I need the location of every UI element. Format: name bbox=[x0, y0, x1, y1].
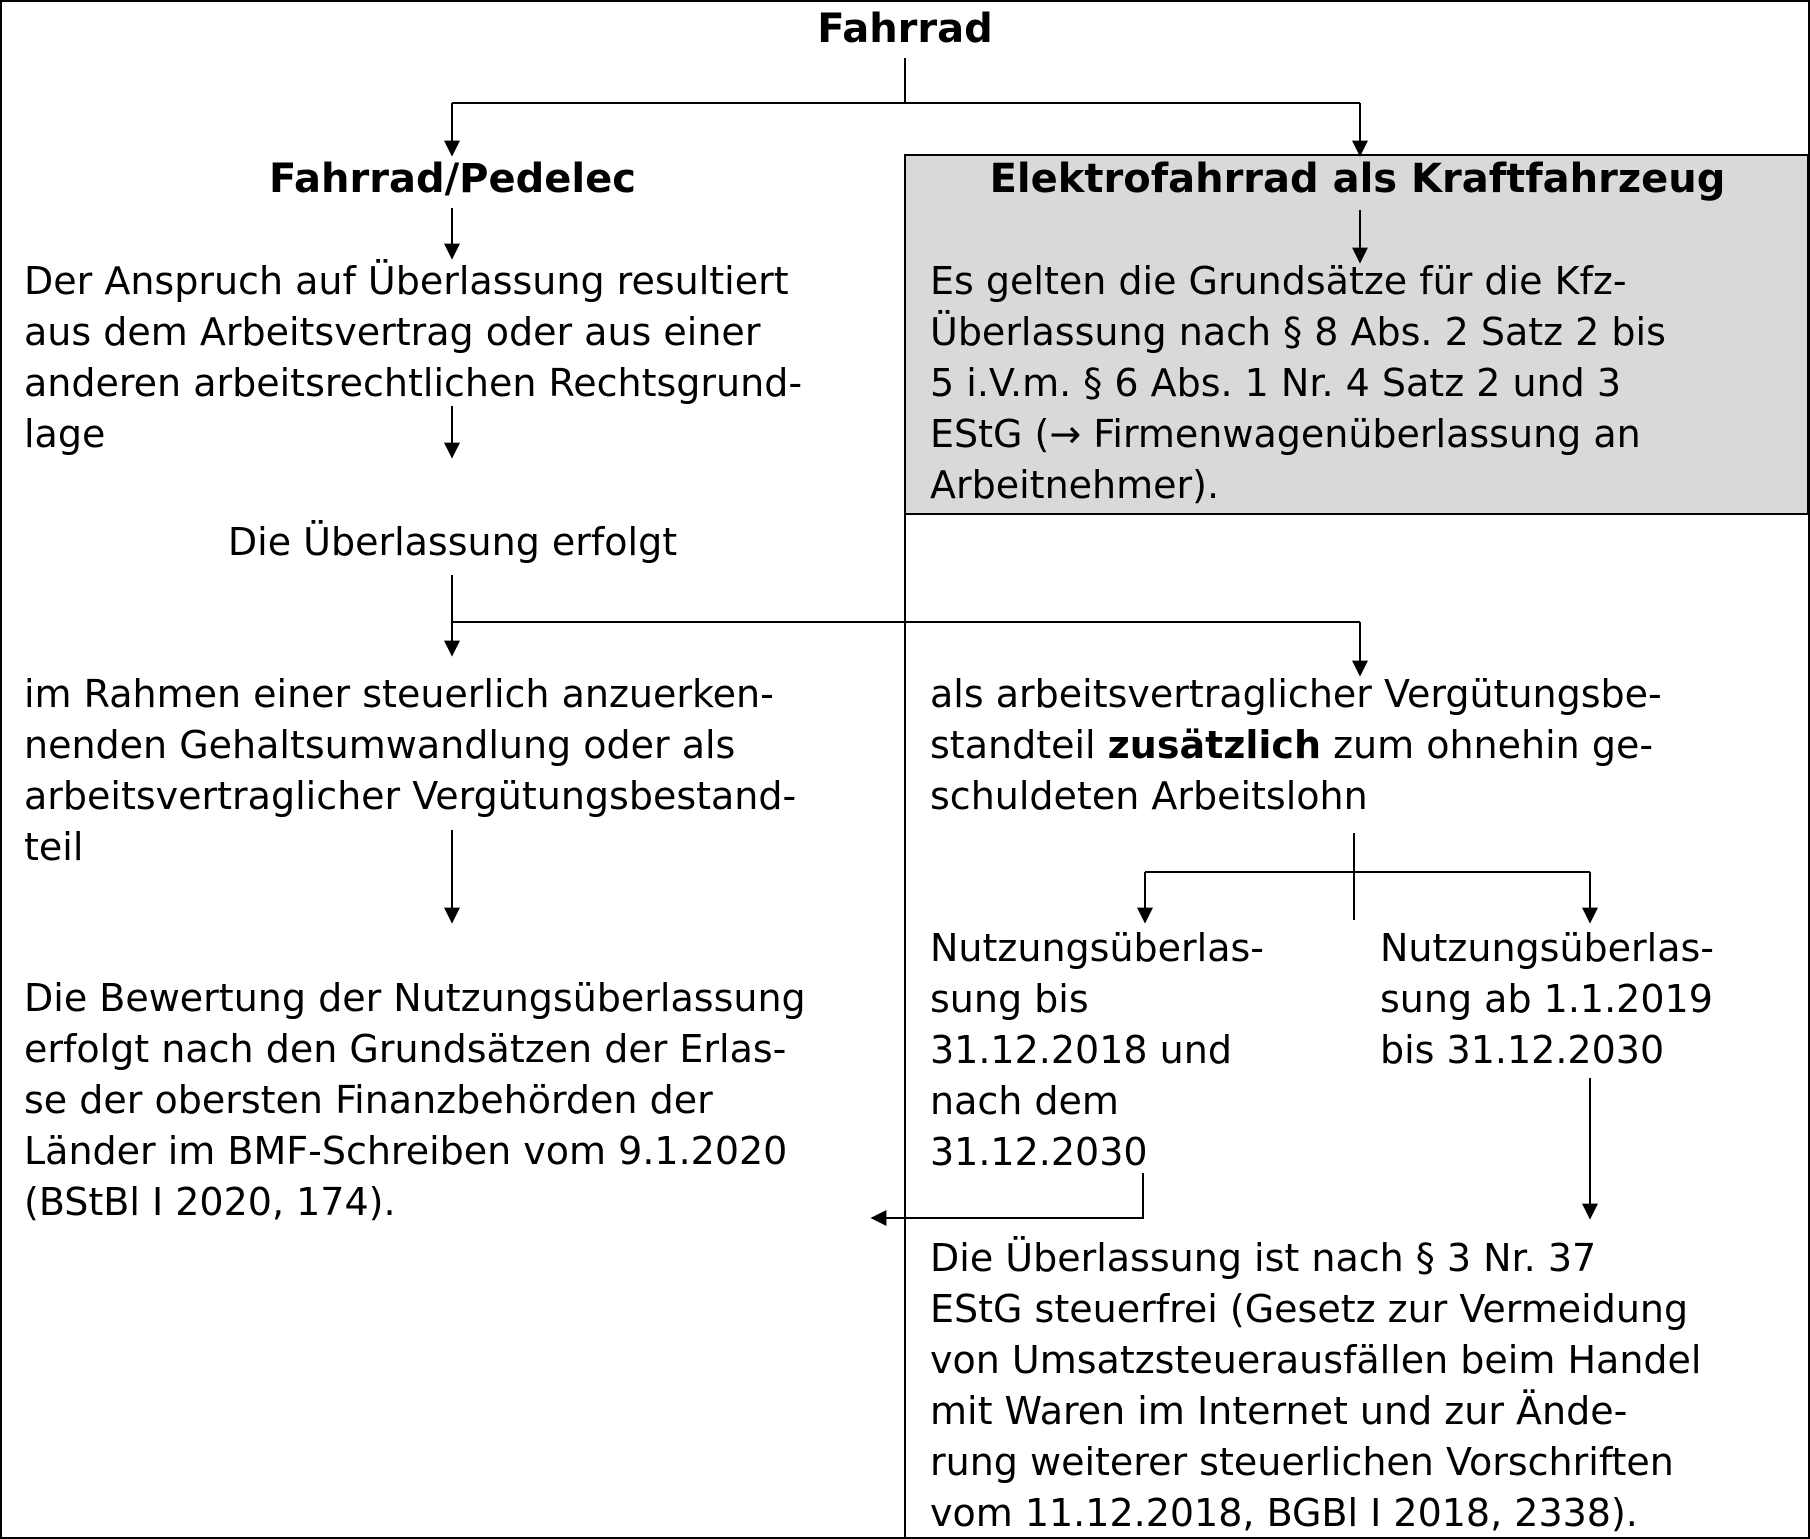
zusaetzlich-line1: als arbeitsvertraglicher Vergütungsbe- bbox=[930, 672, 1662, 716]
ueberlassung-erfolgt-text: Die Überlassung erfolgt bbox=[227, 520, 678, 564]
period-old-text: Nutzungsüberlas- sung bis 31.12.2018 und nach dem 31.12.2030 bbox=[930, 926, 1265, 1174]
zusaetzlich-text bbox=[930, 669, 1662, 822]
kraftfahrzeug-heading: Elektrofahrrad als Kraftfahrzeug bbox=[989, 156, 1726, 202]
steuerfrei-text: Die Überlassung ist nach § 3 Nr. 37 EStG steuerfrei (Gesetz zur Vermeidung von Umsatzsteuerausfällen beim Handel mit Waren im Internet und zur Ände- rung weiterer steuerlichen Vorschriften vom 11.12.2018, BGBl I 2018, 2338). bbox=[930, 1236, 1702, 1535]
zusaetzlich-emphasis: zusätzlich bbox=[1107, 723, 1322, 767]
gehaltsumwandlung-text: im Rahmen einer steuerlich anzuerken- nenden Gehaltsumwandlung oder als arbeitsvertraglicher Vergütungsbestand- teil bbox=[24, 672, 797, 869]
pedelec-heading: Fahrrad/Pedelec bbox=[269, 156, 636, 202]
kfz-grundsaetze-text: Es gelten die Grundsätze für die Kfz- Überlassung nach § 8 Abs. 2 Satz 2 bis 5 i.V.m. § 6 Abs. 1 Nr. 4 Satz 2 und 3 EStG (→ Firmenwagenüberlassung an Arbeitnehmer). bbox=[930, 259, 1666, 507]
period-new-text: Nutzungsüberlas- sung ab 1.1.2019 bis 31.12.2030 bbox=[1380, 926, 1715, 1072]
bewertung-text: Die Bewertung der Nutzungsüberlassung erfolgt nach den Grundsätzen der Erlas- se der obersten Finanzbehörden der Länder im BMF-Schreiben vom 9.1.2020 (BStBl I 2020, 174). bbox=[24, 976, 806, 1224]
zusaetzlich-line3: schuldeten Arbeitslohn bbox=[930, 774, 1368, 818]
anspruch-text: Der Anspruch auf Überlassung resultiert aus dem Arbeitsvertrag oder aus einer anderen arbeitsrechtlichen Rechtsgrund- lage bbox=[24, 259, 803, 456]
root-title: Fahrrad bbox=[817, 6, 993, 52]
arrow-period-old-to-bewertung bbox=[872, 1173, 1143, 1218]
zusaetzlich-line2-post: zum ohnehin ge- bbox=[1321, 723, 1654, 767]
zusaetzlich-line2-pre: standteil bbox=[930, 723, 1108, 767]
